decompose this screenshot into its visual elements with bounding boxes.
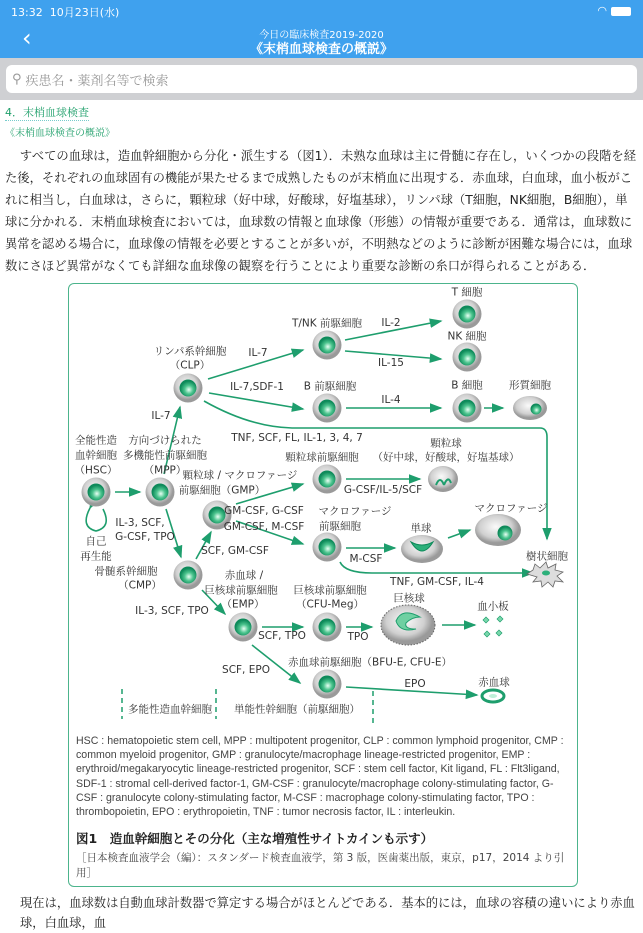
breadcrumb-page: 《末梢血球検査の概説》 <box>5 128 115 139</box>
label-dend: 樹状細胞 <box>526 550 568 563</box>
cell-mpp <box>146 478 175 507</box>
time: 13:32 <box>11 6 43 19</box>
label-il2: IL-2 <box>381 317 401 329</box>
wifi-icon: ◠ <box>597 4 607 17</box>
label-nk-cell: NK 細胞 <box>447 330 487 343</box>
figure-box <box>68 283 578 887</box>
label-tnf-list: TNF, SCF, FL, IL-1, 3, 4, 7 <box>231 432 363 444</box>
figure-citation: ［日本検査血液学会（編）：スタンダード検査血液学，第 3 版，医歯薬出版，東京，p17，2014 より引用］ <box>76 852 565 880</box>
breadcrumb-section-link[interactable]: 4．末梢血球検査 <box>5 106 89 119</box>
label-il3b: G-CSF, TPO <box>115 531 175 543</box>
label-self2: 再生能 <box>80 550 112 563</box>
label-hsc2: 血幹細胞 <box>75 449 117 462</box>
label-tnfgm: TNF, GM-CSF, IL-4 <box>390 576 484 588</box>
label-mpp2: 多機能性前駆細胞 <box>123 449 207 462</box>
label-gcsf: G-CSF/IL-5/SCF <box>343 484 423 496</box>
label-scftpo: SCF, TPO <box>258 630 306 642</box>
label-hsc3: （HSC） <box>74 464 118 477</box>
label-cfu2: （CFU-Meg） <box>295 598 365 611</box>
figure-legend: HSC : hematopoietic stem cell, MPP : multipotent progenitor, CLP : common lymphoid progenitor, CMP : common myeloid progenitor, GMP : granulocyte/macrophage lineage-restricted progenitor, EMP : erythroid/megakaryocytic lineage-restricted progenitor, SCF : stem cell factor, Kit ligand, FL : Flt3ligand, SDF-1 : stromal cell-derived factor-1, GM-CSF : granulocyte/macrophage colony-stimulating factor, G-CSF : granulocyte colony-stimulating factor, M-CSF : macrophage colony-stimulating factor, TPO : thrombopoietin, EPO : erythropoietin, TNF : tumor necrosis factor, IL : interleukin. <box>76 735 564 819</box>
cell-tnk <box>313 331 342 360</box>
platelet <box>496 630 502 636</box>
label-gmmcsf: GM-CSF, M-CSF <box>223 521 305 533</box>
label-il15: IL-15 <box>378 357 404 369</box>
label-tpo: TPO <box>347 631 369 643</box>
label-il3a: IL-3, SCF, <box>115 517 165 529</box>
label-gmp1: 顆粒球 / マクロファージ <box>182 469 298 482</box>
cell-nk <box>453 343 482 372</box>
label-platelet: 血小板 <box>477 600 509 613</box>
nav-subtitle: 今日の臨床検査2019-2020 <box>259 30 384 41</box>
label-macprec2: 前駆細胞 <box>319 520 361 533</box>
cell-monocyte <box>401 535 443 563</box>
label-eryprec: 赤血球前駆細胞（BFU-E, CFU-E） <box>287 656 453 669</box>
label-il7b: IL-7 <box>151 410 171 422</box>
cell-granulocyte <box>428 466 458 492</box>
label-multi: 多能性造血幹細胞 <box>128 703 212 716</box>
search-placeholder: 疾患名・薬剤名等で検索 <box>25 73 169 89</box>
self-renewal-arrow <box>86 508 106 531</box>
cell-b <box>453 394 482 423</box>
battery-icon <box>611 7 631 16</box>
label-plasma: 形質細胞 <box>509 379 551 392</box>
cell-clp <box>174 374 203 403</box>
figure-caption: 図1 造血幹細胞とその分化（主な増殖性サイトカインも示す） <box>76 831 434 847</box>
cell-macprec <box>313 533 342 562</box>
label-self1: 自己 <box>85 535 107 548</box>
cell-cmp <box>174 561 203 590</box>
label-gran2: （好中球，好酸球，好塩基球） <box>372 451 520 464</box>
date: 10月23日(水) <box>49 6 120 19</box>
label-gran-prec: 顆粒球前駆細胞 <box>285 451 359 464</box>
arrow <box>209 393 303 409</box>
platelet <box>497 616 503 622</box>
diagram-canvas <box>0 24 643 885</box>
label-il7a: IL-7 <box>248 347 268 359</box>
label-clp2: （CLP） <box>169 359 211 372</box>
label-emp3: （EMP） <box>221 598 265 611</box>
cell-emp <box>229 613 258 642</box>
label-scfgm: SCF, GM-CSF <box>201 545 269 557</box>
cell-dendritic <box>527 562 563 587</box>
label-epo: EPO <box>404 678 426 690</box>
platelet <box>484 631 490 637</box>
label-tnk: T/NK 前駆細胞 <box>291 317 363 330</box>
cell-bprec <box>313 394 342 423</box>
label-rbc: 赤血球 <box>478 676 510 689</box>
label-emp2: 巨核球前駆細胞 <box>204 584 278 597</box>
label-cmp2: （CMP） <box>118 579 162 592</box>
label-gran1: 顆粒球 <box>430 437 462 450</box>
label-uni: 単能性幹細胞（前駆細胞） <box>234 703 360 716</box>
label-scfepo: SCF, EPO <box>222 664 270 676</box>
body-paragraph-2: 現在は，血球数は自動血球計数器で算定する場合がほとんどである．基本的には，血球の容積の違いにより赤血球，白血球，血 <box>20 896 635 931</box>
label-il3tpo: IL-3, SCF, TPO <box>135 605 209 617</box>
cell-granprec <box>313 465 342 494</box>
back-button[interactable]: ‹ <box>22 24 32 52</box>
body-paragraph: すべての血球は，造血幹細胞から分化・派生する（図1）．未熟な血球は主に骨髄に存在し，いくつかの段階を経た後，それぞれの血球固有の機能が果たせるまで成熟したものが末梢血に出現する．赤血球，白血球，血小板がこれに相当し，白血球は，さらに，顆粒球（好中球，好酸球，好塩基球），リンパ球（T細胞，NK細胞，B細胞），単球に分かれる．末梢血球検査においては，血球数の情報と血球像（形態）の情報が重要である．通常は，血球数に異常を認める場合に，血球像の情報を必要とすることが多いが，不明熱などのように診断が困難な場合には，血球数にさほど異常がなくても詳細な血球像の観察を行うことにより重要な診断の糸口が得られることがある． <box>5 149 637 273</box>
cell-hsc <box>82 478 111 507</box>
platelets <box>483 616 503 637</box>
label-b-prec: B 前駆細胞 <box>303 380 357 393</box>
cell-t <box>453 300 482 329</box>
status-icons <box>597 4 631 17</box>
label-b-cell: B 細胞 <box>451 379 483 392</box>
label-il4: IL-4 <box>381 394 401 406</box>
arrow <box>448 530 470 538</box>
platelet <box>483 617 489 623</box>
page-title: 《末梢血球検査の概説》 <box>249 42 393 57</box>
label-cfu1: 巨核球前駆細胞 <box>293 584 367 597</box>
label-mpp3: （MPP） <box>143 464 187 477</box>
label-macro: マクロファージ <box>474 502 548 515</box>
label-il7sdf: IL-7,SDF-1 <box>230 381 284 393</box>
cell-erythrocyte <box>482 690 504 702</box>
label-mcsf: M-CSF <box>349 553 383 565</box>
label-clp1: リンパ系幹細胞 <box>153 345 227 358</box>
label-macprec1: マクロファージ <box>318 505 392 518</box>
cell-plasma <box>513 396 547 420</box>
label-cmp1: 骨髄系幹細胞 <box>94 565 158 578</box>
cell-macrophage <box>475 514 521 546</box>
article-content <box>0 100 643 933</box>
label-t-cell: T 細胞 <box>451 286 483 299</box>
search-icon: ⚲ <box>12 71 22 87</box>
status-time <box>11 4 119 20</box>
label-mega: 巨核球 <box>393 592 425 605</box>
label-gmgcsf: GM-CSF, G-CSF <box>224 505 304 517</box>
label-gmp2: 前駆細胞（GMP） <box>178 484 266 497</box>
label-mono: 単球 <box>410 522 432 535</box>
label-mpp1: 方向づけられた <box>128 434 202 447</box>
cell-cfu <box>313 613 342 642</box>
label-hsc1: 全能性造 <box>75 434 117 447</box>
cell-megakaryocyte <box>381 605 435 645</box>
diagram-area <box>69 284 576 734</box>
label-emp1: 赤血球 / <box>224 569 264 582</box>
cell-eryprec <box>313 670 342 699</box>
